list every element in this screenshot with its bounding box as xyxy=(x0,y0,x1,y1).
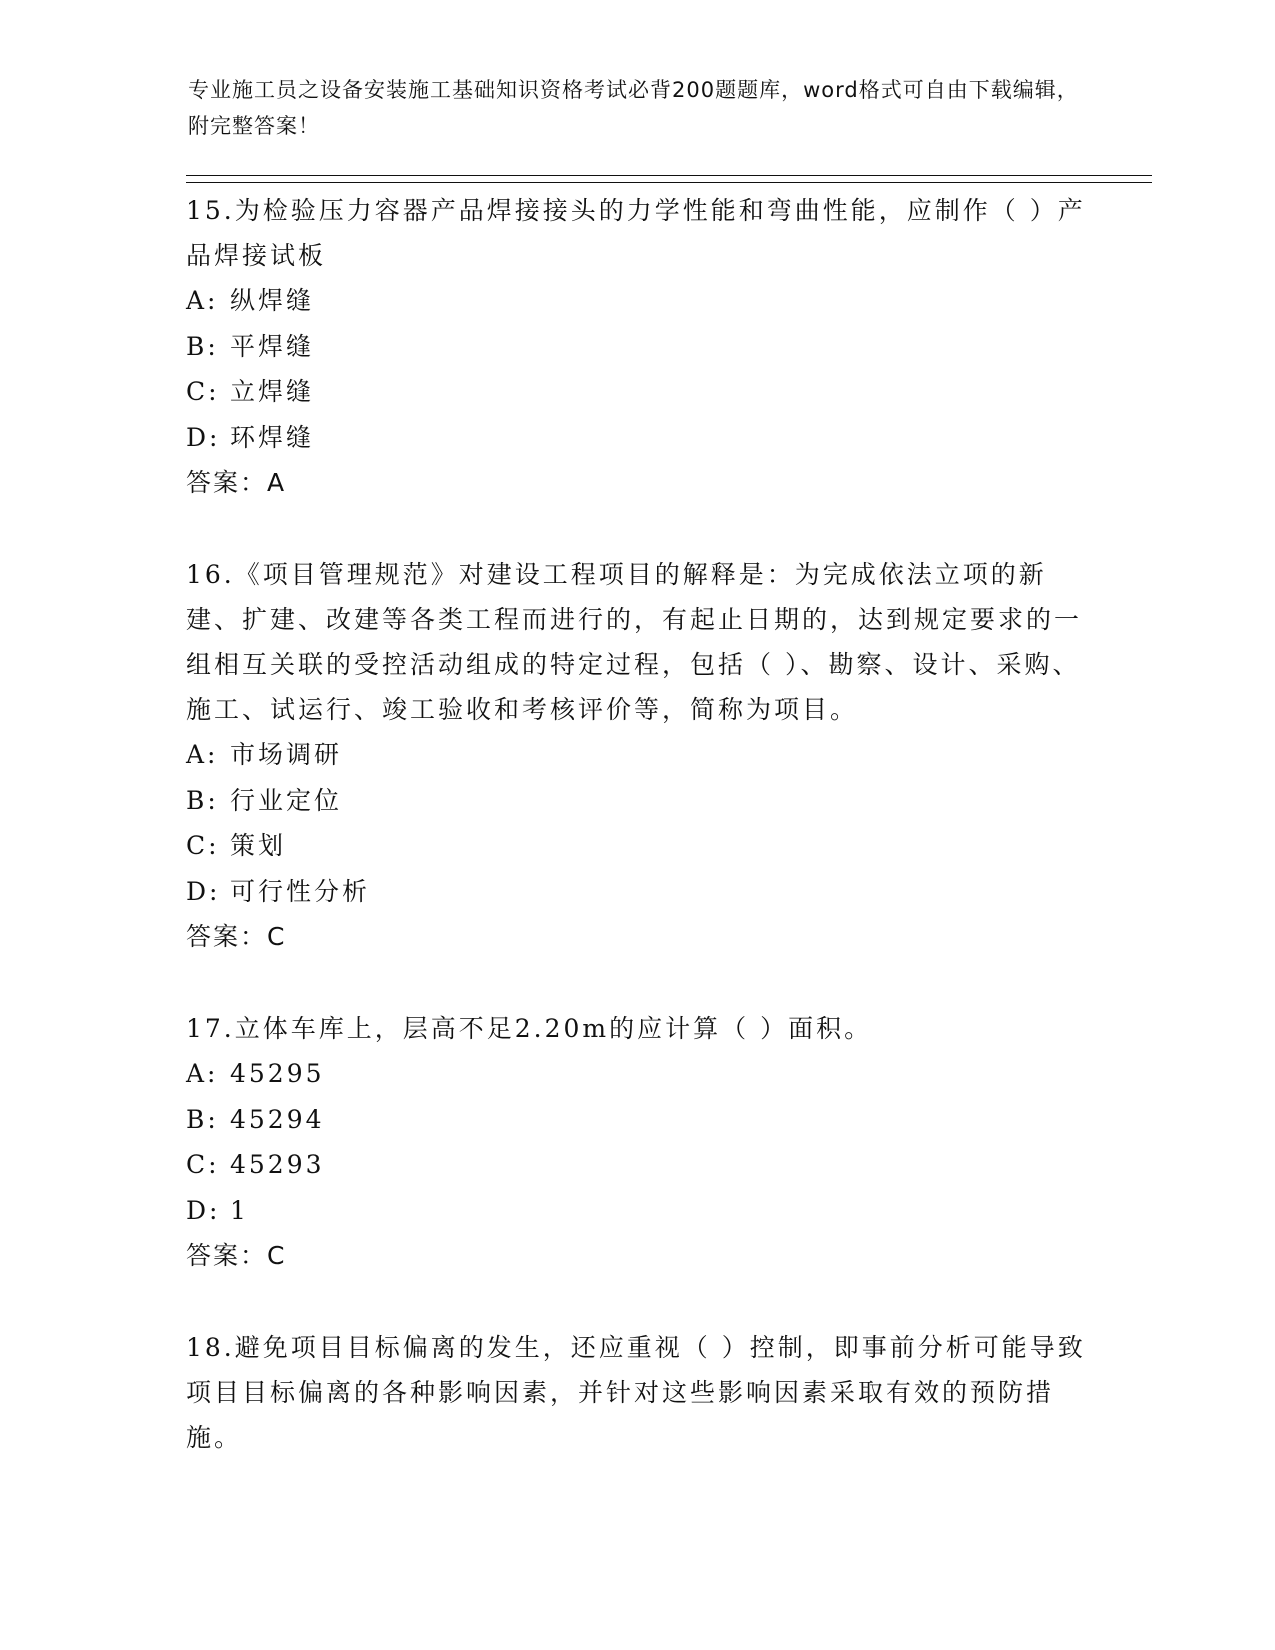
option-a xyxy=(186,278,1086,324)
document-header: 专业施工员之设备安装施工基础知识资格考试必背200题题库，word格式可自由下载编辑，附完整答案！ xyxy=(188,78,1079,138)
question-stem: 16.《项目管理规范》对建设工程项目的解释是：为完成依法立项的新建、扩建、改建等各类工程而进行的，有起止日期的，达到规定要求的一组相互关联的受控活动组成的特定过程，包括（ ）、勘察、设计、采购、施工、试运行、竣工验收和考核评价等，简称为项目。 xyxy=(186,560,1083,724)
option-a xyxy=(186,732,1086,778)
option-letter: B: xyxy=(186,785,219,815)
option-letter: D: xyxy=(186,876,221,906)
question-15 xyxy=(186,188,1086,506)
option-letter: C: xyxy=(186,831,220,860)
option-letter: C: xyxy=(186,377,220,406)
option-text: 45294 xyxy=(230,1104,325,1134)
header-divider-bottom xyxy=(186,182,1152,183)
option-letter: C: xyxy=(186,1150,220,1179)
option-text: 环焊缝 xyxy=(230,422,315,452)
option-letter: B: xyxy=(186,1104,219,1134)
question-17 xyxy=(186,1006,1086,1279)
question-18 xyxy=(186,1325,1086,1460)
answer: 答案：A xyxy=(186,468,287,497)
option-text: 市场调研 xyxy=(230,740,343,769)
option-text: 行业定位 xyxy=(230,785,343,815)
option-b xyxy=(186,778,1086,824)
option-letter: A: xyxy=(186,740,219,769)
answer: 答案：C xyxy=(186,922,287,951)
option-d xyxy=(186,1188,1086,1234)
header-divider-top xyxy=(186,175,1152,176)
option-letter: A: xyxy=(186,286,219,315)
option-text: 平焊缝 xyxy=(230,331,315,361)
option-d xyxy=(186,869,1086,915)
option-text: 1 xyxy=(230,1195,249,1225)
option-text: 可行性分析 xyxy=(230,876,371,906)
option-a xyxy=(186,1051,1086,1097)
answer: 答案：C xyxy=(186,1241,287,1270)
option-c xyxy=(186,823,1086,869)
question-stem: 15.为检验压力容器产品焊接接头的力学性能和弯曲性能，应制作（ ）产品焊接试板 xyxy=(186,196,1086,270)
option-text: 策划 xyxy=(230,831,287,860)
option-letter: D: xyxy=(186,1195,221,1225)
option-c xyxy=(186,1142,1086,1188)
option-d xyxy=(186,415,1086,461)
option-text: 45293 xyxy=(230,1150,325,1179)
option-letter: B: xyxy=(186,331,219,361)
question-stem: 17.立体车库上，层高不足2.20m的应计算（ ）面积。 xyxy=(186,1014,873,1043)
option-c xyxy=(186,369,1086,415)
option-text: 45295 xyxy=(230,1059,325,1088)
question-16 xyxy=(186,552,1086,960)
question-stem: 18.避免项目目标偏离的发生，还应重视（ ）控制，即事前分析可能导致项目目标偏离的各种影响因素，并针对这些影响因素采取有效的预防措施。 xyxy=(186,1333,1086,1452)
option-b xyxy=(186,1097,1086,1143)
option-text: 立焊缝 xyxy=(230,377,315,406)
option-letter: A: xyxy=(186,1059,219,1088)
option-letter: D: xyxy=(186,422,221,452)
option-text: 纵焊缝 xyxy=(230,286,315,315)
option-b xyxy=(186,324,1086,370)
